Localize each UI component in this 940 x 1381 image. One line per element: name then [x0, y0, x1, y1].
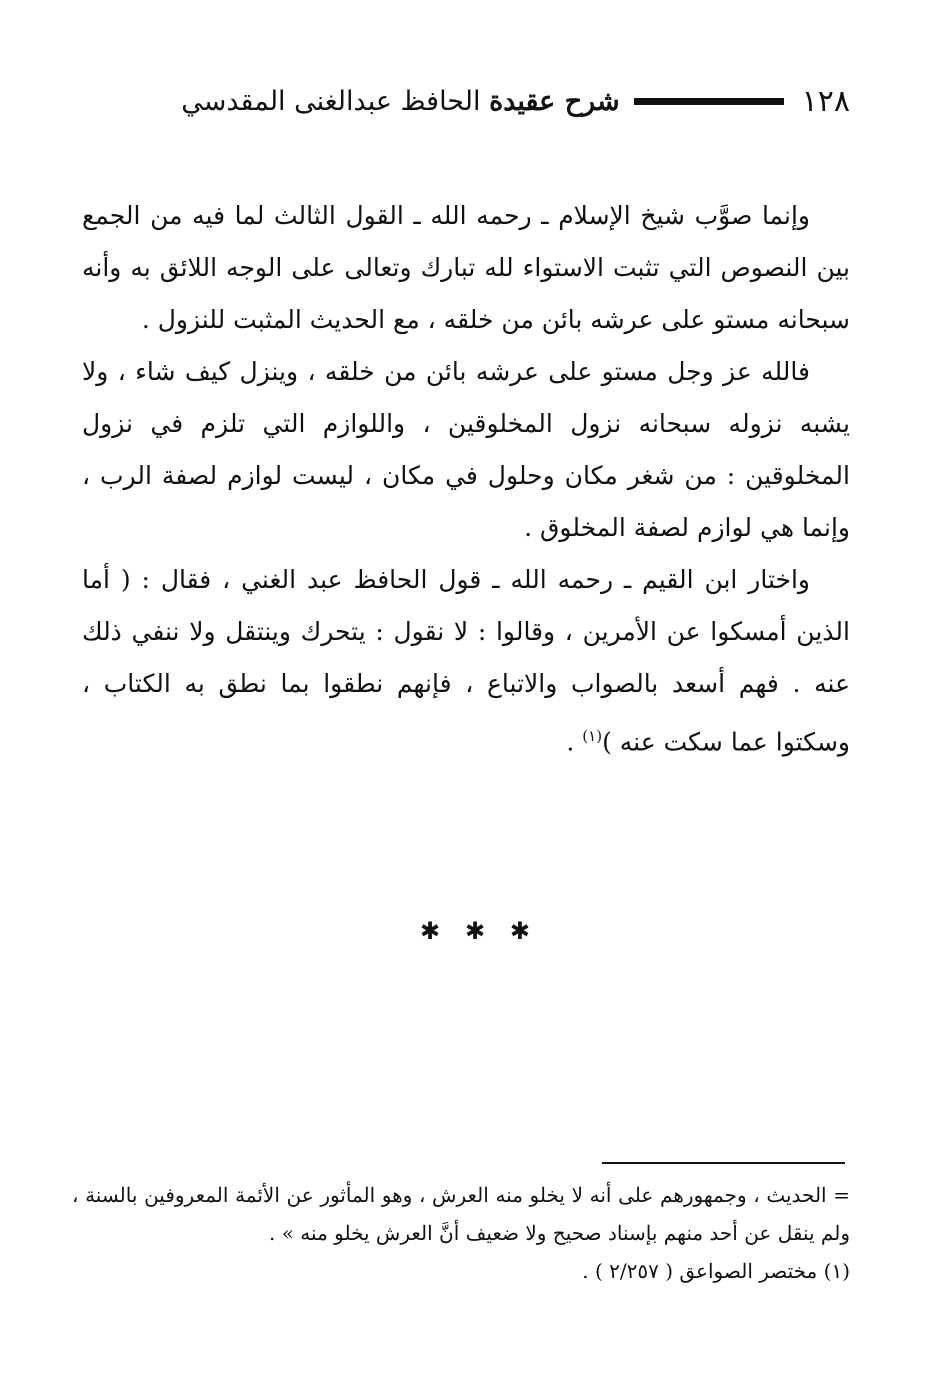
section-ornament	[420, 916, 530, 946]
paragraph-3	[82, 554, 850, 768]
footnote-marker: (١)	[582, 727, 603, 745]
footnote-separator	[602, 1162, 845, 1164]
book-title	[181, 86, 619, 117]
footnote-1: (١) مختصر الصواعق ( ٢/٢٥٧ ) .	[582, 1259, 850, 1283]
ornament-star-icon: ✱	[420, 917, 441, 945]
paragraph-2: فالله عز وجل مستو على عرشه بائن من خلقه ، وينزل كيف شاء ، ولا يشبه نزوله سبحانه نزول المخلوقين ، واللوازم التي تلزم في نزول المخلوقين : من شغر مكان وحلول في مكان ، ليست لوازم لصفة الرب ، وإنما هي لوازم لصفة المخلوق .	[82, 357, 850, 542]
ornament-star-icon: ✱	[509, 917, 530, 945]
book-title-bold: شرح عقيدة	[489, 85, 620, 117]
main-text	[82, 190, 850, 768]
footnote-continuation: = الحديث ، وجمهورهم على أنه لا يخلو منه العرش ، وهو المأثور عن الأئمة المعروفين بالسنة ، ولم ينقل عن أحد منهم بإسناد صحيح ولا ضعيف أنَّ العرش يخلو منه » .	[72, 1183, 850, 1245]
footnotes	[72, 1176, 850, 1290]
page-number: ١٢٨	[801, 83, 850, 119]
paragraph-3-text: واختار ابن القيم ـ رحمه الله ـ قول الحافظ عبد الغني ، فقال : ( أما الذين أمسكوا عن الأمرين ، وقالوا : لا نقول : يتحرك وينتقل ولا ننفي ذلك عنه . فهم أسعد بالصواب والاتباع ، فإنهم نطقوا بما نطق به الكتاب ، وسكتوا عما سكت عنه )	[82, 565, 850, 757]
running-header	[78, 78, 850, 124]
paragraph-3-closing: .	[566, 727, 583, 757]
header-rule	[634, 98, 784, 105]
ornament-star-icon: ✱	[464, 917, 486, 945]
book-title-rest: الحافظ عبدالغنى المقدسي	[181, 85, 481, 117]
paragraph-1: وإنما صوَّب شيخ الإسلام ـ رحمه الله ـ القول الثالث لما فيه من الجمع بين النصوص التي تثبت الاستواء لله تبارك وتعالى على الوجه اللائق به وأنه سبحانه مستو على عرشه بائن من خلقه ، مع الحديث المثبت للنزول .	[82, 201, 850, 334]
